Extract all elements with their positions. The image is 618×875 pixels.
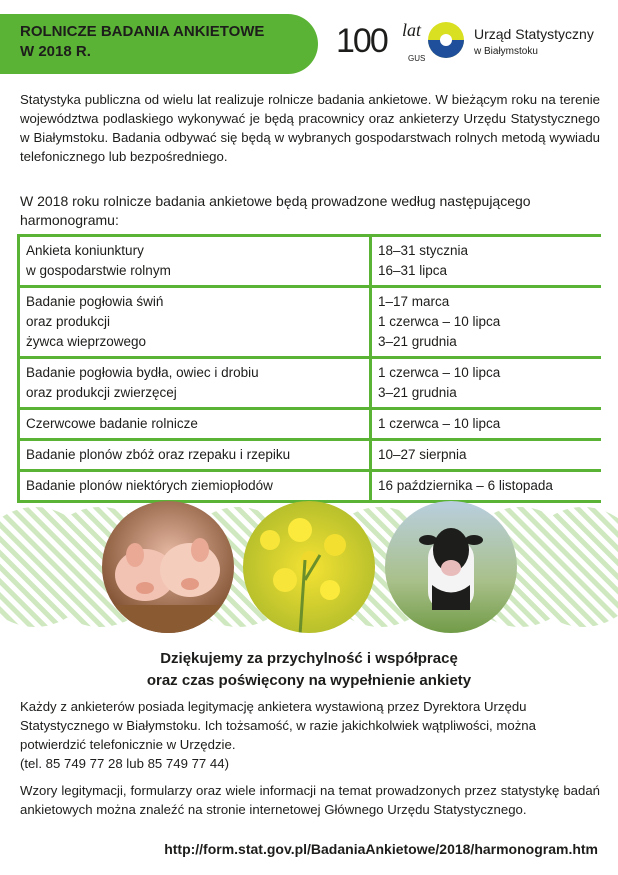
dates-cell [372,359,601,407]
date-line: 3–21 grudnia [378,334,457,349]
thanks-line: Dziękujemy za przychylność i współpracę [160,650,458,667]
survey-cell [20,472,369,500]
survey-cell [20,441,369,469]
survey-line: Badanie plonów zbóż oraz rzepaku i rzepiku [26,447,291,462]
date-line: 1 czerwca – 10 lipca [378,365,501,380]
gus-100-years-logo [336,18,426,68]
survey-cell [20,410,369,438]
date-line: 18–31 stycznia [378,243,469,258]
dates-cell [372,472,601,500]
schedule-link[interactable]: http://form.stat.gov.pl/BadaniaAnkietowe/2018/harmonogram.htm [164,841,598,857]
logo-gus: GUS [408,54,426,63]
photo-strip [0,500,618,635]
survey-line: oraz produkcji [26,314,111,329]
info-paragraph: Wzory legitymacji, formularzy oraz wiele informacji na temat prowadzonych przez statystykę badań ankietowych można znaleźć na stronie internetowej Głównego Urzędu Statystycznego. [20,783,600,817]
identity-line: Statystycznego w Białymstoku. Ich tożsamość, w razie jakichkolwiek wątpliwości, można [20,718,536,733]
survey-cell [20,288,369,356]
survey-line: Ankieta koniunktury [26,243,144,258]
schedule-intro: W 2018 roku rolnicze badania ankietowe będą prowadzone według następującego harmonogramu: [20,193,531,228]
page-title-line: W 2018 R. [20,43,91,60]
dates-cell [372,441,601,469]
date-line: 1–17 marca [378,294,450,309]
schedule-table [17,234,601,503]
survey-line: w gospodarstwie rolnym [26,263,171,278]
office-city: w Białymstoku [474,46,538,57]
dates-cell [372,288,601,356]
intro-paragraph: Statystyka publiczna od wielu lat realizuje rolnicze badania ankietowe. W bieżącym roku na terenie województwa podlaskiego wykonywać je będą pracownicy oraz ankieterzy Urzędu Statystycznego w Białymstoku. Badania odbywać się będą w wybranych gospodarstwach rolnych metodą wywiadu telefonicznego lub bezpośredniego. [20,92,600,164]
dates-cell [372,410,601,438]
page-title-line: ROLNICZE BADANIA ANKIETOWE [20,23,265,40]
date-line: 16–31 lipca [378,263,448,278]
survey-line: Badanie pogłowia świń [26,294,164,309]
page-title [20,22,300,62]
identity-line: Każdy z ankieterów posiada legitymację ankietera wystawioną przez Dyrektora Urzędu [20,699,527,714]
survey-cell [20,237,369,285]
date-line: 1 czerwca – 10 lipca [378,314,501,329]
survey-cell [20,359,369,407]
date-line: 10–27 sierpnia [378,447,467,462]
thanks-line: oraz czas poświęcony na wypełnienie ankiety [146,672,472,689]
thanks-heading [0,648,618,692]
survey-line: oraz produkcji zwierzęcej [26,385,177,400]
phone-numbers: (tel. 85 749 77 28 lub 85 749 77 44) [20,756,229,771]
logo-lat: lat [402,20,422,40]
date-line: 16 października – 6 listopada [378,478,553,493]
survey-line: Badanie plonów niektórych ziemiopłodów [26,478,273,493]
office-name: Urząd Statystyczny [474,26,594,42]
dates-cell [372,237,601,285]
logo-number: 100 [336,22,387,60]
identity-paragraph [20,697,600,773]
identity-line: potwierdzić telefonicznie w Urzędzie. [20,737,236,752]
statistical-office-emblem-icon [426,20,466,60]
date-line: 3–21 grudnia [378,385,457,400]
survey-line: Czerwcowe badanie rolnicze [26,416,198,431]
statistical-office-logo [426,18,616,68]
survey-line: żywca wieprzowego [26,334,147,349]
survey-line: Badanie pogłowia bydła, owiec i drobiu [26,365,259,380]
date-line: 1 czerwca – 10 lipca [378,416,501,431]
